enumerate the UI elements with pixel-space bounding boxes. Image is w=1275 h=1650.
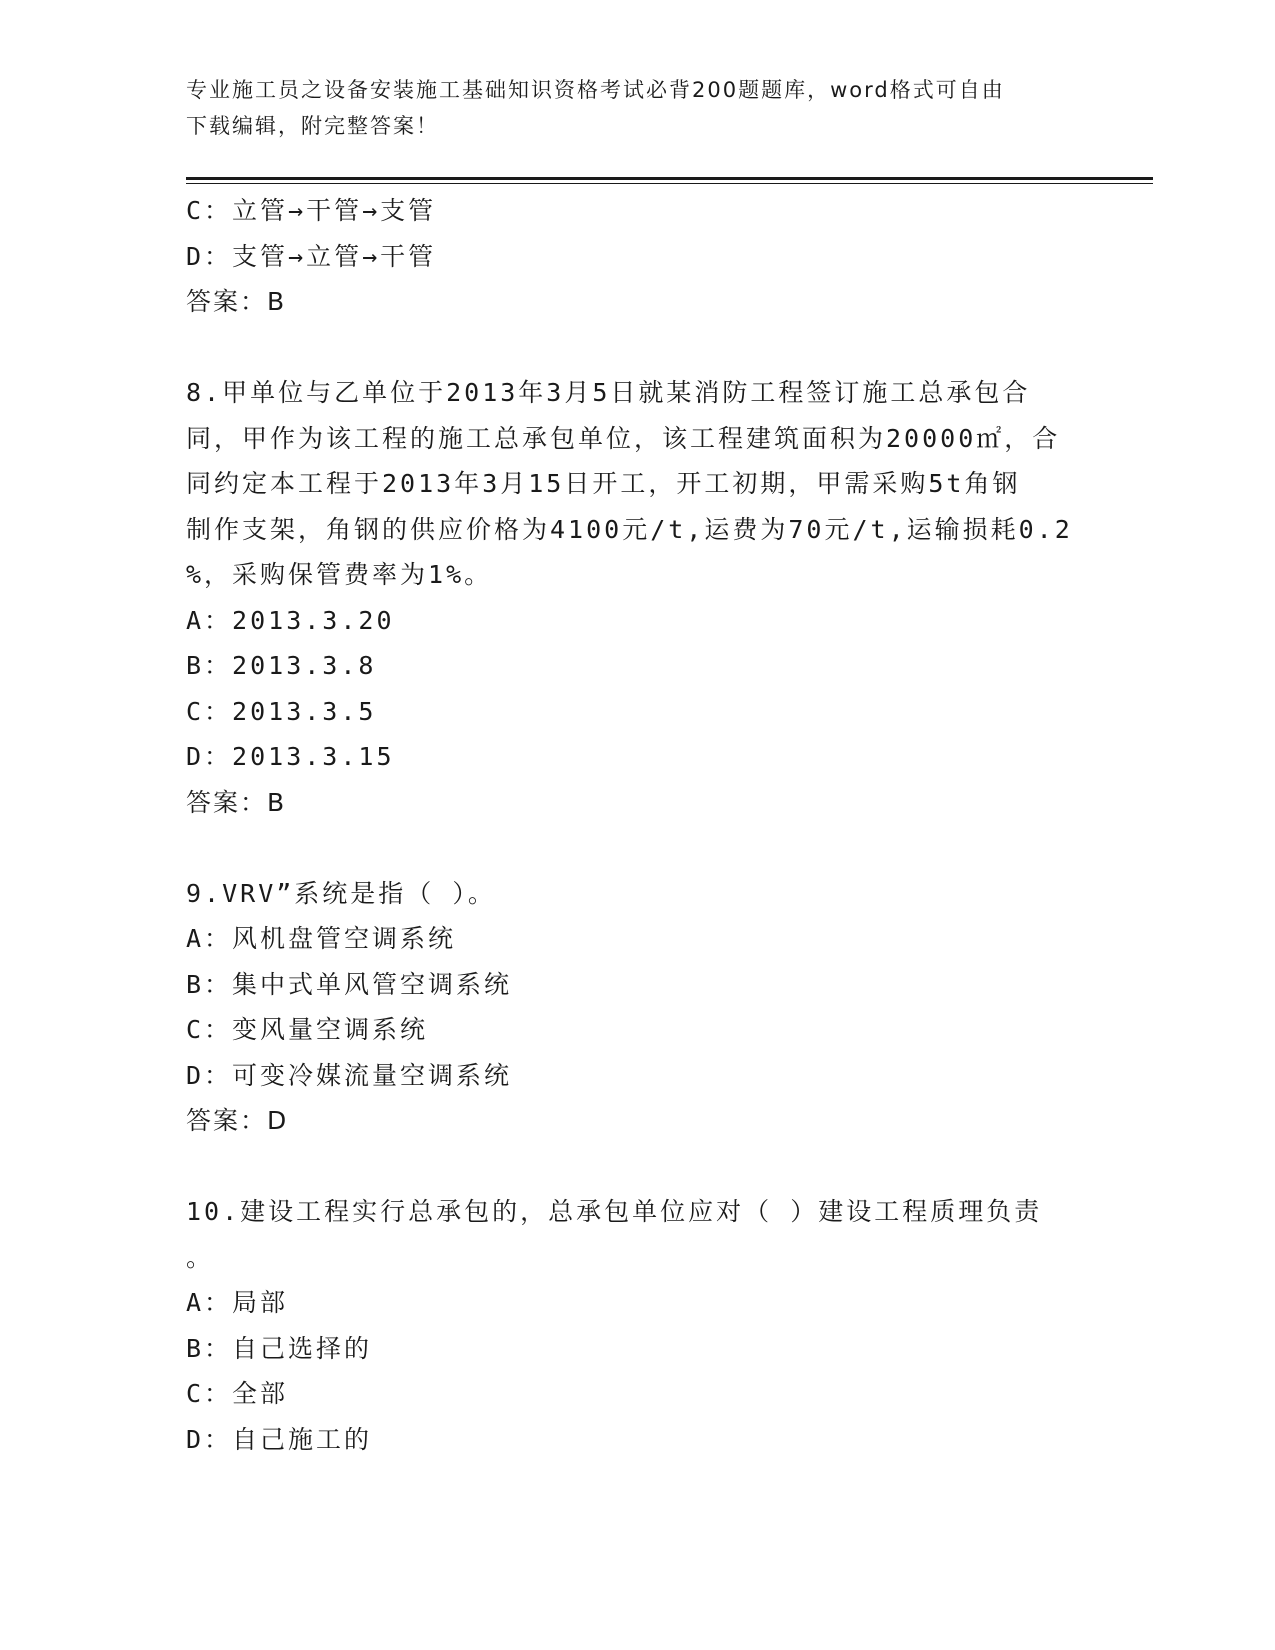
answer-label: 答案：B: [186, 787, 287, 817]
option-a: A：局部: [186, 1288, 289, 1317]
question-stem-line: 。: [186, 1242, 215, 1272]
header-title-line-2: 下载编辑，附完整答案！: [186, 114, 439, 138]
question-9: [186, 871, 1091, 1144]
option-b: B：自己选择的: [186, 1333, 373, 1363]
option-a: A：2013.3.20: [186, 605, 395, 635]
question-stem-line: 同，甲作为该工程的施工总承包单位，该工程建筑面积为20000㎡，合: [186, 423, 1061, 453]
option-c: C：2013.3.5: [186, 696, 377, 726]
answer-label: 答案：B: [186, 287, 287, 316]
question-stem-line: %，采购保管费率为1%。: [186, 560, 493, 589]
answer-label: 答案：D: [186, 1106, 289, 1135]
option-a: A：风机盘管空调系统: [186, 924, 457, 953]
option-d: D：支管→立管→干管: [186, 241, 437, 271]
option-c: C：变风量空调系统: [186, 1015, 429, 1044]
document-body: [186, 188, 1091, 1462]
spacer: [186, 1144, 1091, 1190]
header-title-line-1: 专业施工员之设备安装施工基础知识资格考试必背200题题库，word格式可自由: [186, 78, 1005, 102]
option-c: C：立管→干管→支管: [186, 196, 437, 225]
spacer: [186, 825, 1091, 871]
question-7: [186, 188, 1091, 325]
question-stem-line: 10.建设工程实行总承包的，总承包单位应对（ ）建设工程质理负责: [186, 1197, 1043, 1226]
spacer: [186, 325, 1091, 371]
option-c: C：全部: [186, 1379, 289, 1408]
option-b: B：2013.3.8: [186, 651, 377, 680]
question-stem-line: 9.VRV”系统是指（ ）。: [186, 878, 496, 908]
question-stem-line: 制作支架，角钢的供应价格为4100元/t,运费为70元/t,运输损耗0.2: [186, 514, 1073, 544]
option-d: D：自己施工的: [186, 1424, 373, 1454]
question-10: [186, 1189, 1091, 1462]
document-header: [186, 72, 1066, 144]
header-divider-thick: [186, 177, 1153, 180]
header-divider-thin: [186, 183, 1153, 184]
question-8: [186, 370, 1091, 825]
option-d: D：2013.3.15: [186, 742, 395, 771]
option-d: D：可变冷媒流量空调系统: [186, 1060, 513, 1090]
option-b: B：集中式单风管空调系统: [186, 969, 513, 999]
question-stem-line: 同约定本工程于2013年3月15日开工，开工初期，甲需采购5t角钢: [186, 469, 1021, 498]
question-stem-line: 8.甲单位与乙单位于2013年3月5日就某消防工程签订施工总承包合: [186, 378, 1031, 407]
